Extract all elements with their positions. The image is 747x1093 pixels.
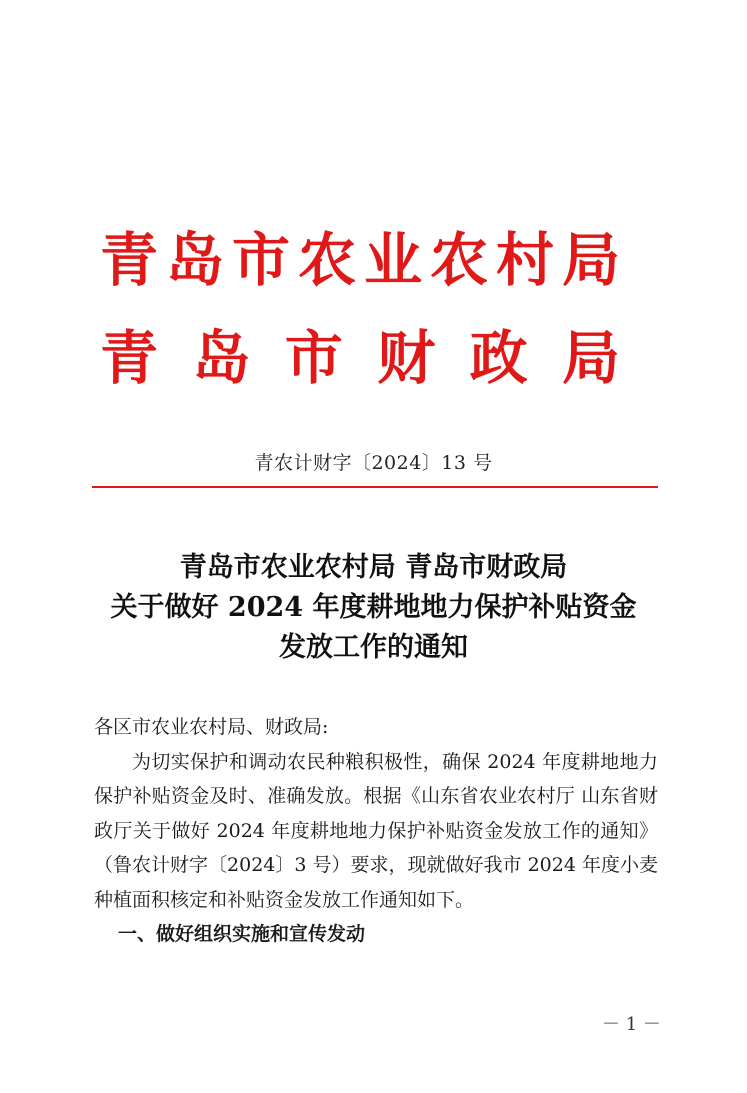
- document-number: 青农计财字〔2024〕13 号: [254, 452, 493, 474]
- document-title: [0, 548, 747, 668]
- title-line-3: 发放工作的通知: [279, 632, 468, 663]
- body-paragraph-1: 为切实保护和调动农民种粮积极性，确保 2024 年度耕地地力保护补贴资金及时、准确发放。根据《山东省农业农村厅 山东省财政厅关于做好 2024 年度耕地地力保护补贴资金发放工作的通知》（鲁农计财字〔2024〕3 号）要求，现就做好我市 2024 年度小麦种植面积核定和补贴资金发放工作通知如下。: [94, 750, 658, 911]
- title-line-1: 青岛市农业农村局 青岛市财政局: [179, 552, 568, 583]
- page-number: － 1 －: [602, 1014, 661, 1035]
- red-divider-line: [92, 486, 658, 488]
- document-body: [94, 710, 658, 952]
- section-heading-1: 一、做好组织实施和宣传发动: [118, 923, 366, 945]
- title-line-2: 关于做好 2024 年度耕地地力保护补贴资金: [110, 592, 637, 623]
- letterhead-line-2: 青岛市财政局: [100, 324, 620, 392]
- salutation: 各区市农业农村局、财政局:: [94, 716, 329, 738]
- letterhead-line-1: 青岛市农业农村局: [100, 226, 620, 294]
